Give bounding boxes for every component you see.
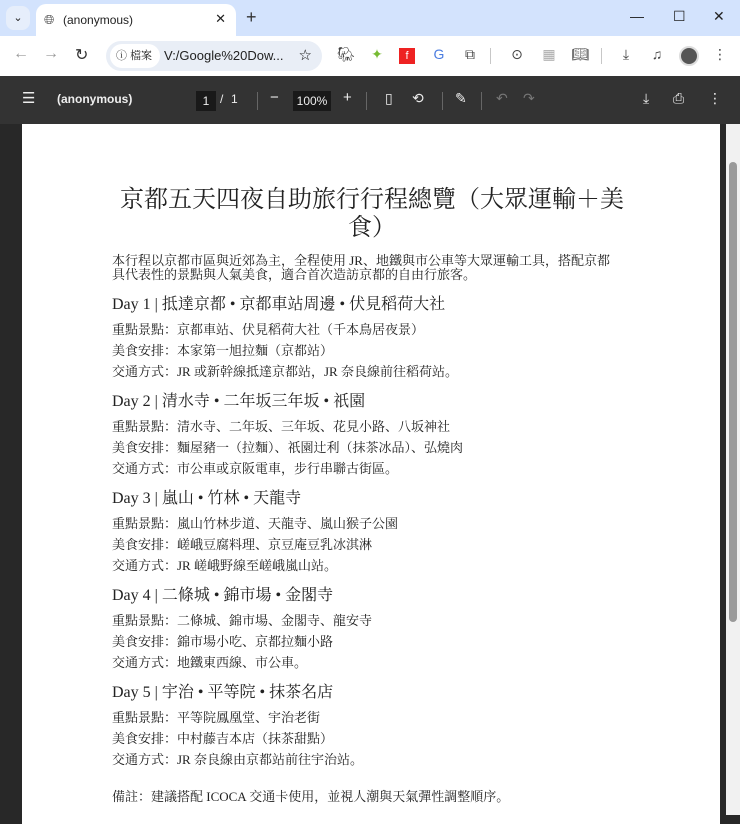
new-tab-button[interactable]: + bbox=[246, 7, 257, 27]
close-tab-icon[interactable]: ✕ bbox=[215, 11, 226, 26]
divider bbox=[257, 92, 258, 110]
maximize-button[interactable]: ☐ bbox=[673, 8, 686, 24]
print-icon[interactable]: ⎙ bbox=[673, 90, 685, 106]
day-heading: Day 5 | 宇治 • 平等院 • 抹茶名店 bbox=[112, 684, 334, 701]
day-section bbox=[112, 295, 632, 382]
divider bbox=[601, 48, 602, 64]
document-title: 京都五天四夜自助旅行行程總覽（大眾運輸＋美食） bbox=[120, 187, 624, 241]
reading-mode-icon[interactable]: 📖︎ bbox=[571, 46, 589, 62]
back-button[interactable]: ← bbox=[13, 45, 29, 62]
day-heading: Day 1 | 抵達京都 • 京都車站周邊 • 伏見稻荷大社 bbox=[112, 296, 446, 313]
more-options-icon[interactable]: ⋮ bbox=[708, 90, 722, 106]
tab-anonymous[interactable] bbox=[36, 4, 236, 36]
day-sights: 重點景點：平等院鳳凰堂、宇治老街 bbox=[112, 710, 321, 725]
menu-icon[interactable]: ☰ bbox=[22, 90, 36, 107]
page-total: 1 bbox=[231, 92, 238, 106]
tab-search-button[interactable]: ⌄ bbox=[6, 6, 30, 30]
pdf-download-icon[interactable]: ⤓ bbox=[643, 90, 650, 106]
address-chip-label: 檔案 bbox=[130, 50, 153, 62]
scrollbar[interactable] bbox=[726, 124, 740, 815]
qr-code-icon[interactable]: ▦ bbox=[542, 46, 556, 62]
tab-title: (anonymous) bbox=[63, 13, 134, 27]
site-info-chip[interactable] bbox=[110, 44, 160, 68]
day-section bbox=[112, 392, 632, 479]
close-window-button[interactable]: ✕ bbox=[713, 8, 725, 24]
day-food: 美食安排：本家第一旭拉麵（京都站） bbox=[112, 343, 334, 358]
reload-button[interactable]: ↻ bbox=[75, 47, 89, 64]
pdf-page bbox=[22, 124, 720, 824]
undo-icon[interactable]: ↶ bbox=[496, 90, 508, 106]
day-section bbox=[112, 586, 632, 673]
forward-button[interactable]: → bbox=[43, 45, 59, 62]
day-heading: Day 2 | 清水寺 • 二年坂三年坂 • 祇園 bbox=[112, 393, 366, 410]
day-food: 美食安排：麵屋豬一（拉麵）、祇園辻利（抹茶冰品）、弘燒肉 bbox=[112, 440, 464, 455]
day-food: 美食安排：嵯峨豆腐料理、京豆庵豆乳冰淇淋 bbox=[112, 537, 373, 552]
media-control-icon[interactable]: ♫ bbox=[651, 46, 663, 62]
annotate-pen-icon[interactable]: ✎ bbox=[455, 90, 467, 106]
scrollbar-thumb[interactable] bbox=[729, 162, 737, 622]
flipboard-extension-icon[interactable]: f bbox=[399, 48, 415, 64]
divider bbox=[481, 92, 482, 110]
divider bbox=[490, 48, 491, 64]
day-section bbox=[112, 683, 632, 770]
day-transport: 交通方式：JR 奈良線由京都站前往宇治站。 bbox=[112, 752, 363, 767]
evernote-extension-icon[interactable]: 🐘︎ bbox=[337, 46, 355, 62]
tab-strip bbox=[0, 0, 740, 36]
pdf-title: (anonymous) bbox=[57, 92, 133, 106]
zoom-input[interactable]: 100% bbox=[293, 91, 331, 111]
address-bar[interactable] bbox=[106, 41, 322, 71]
day-sights: 重點景點：嵐山竹林步道、天龍寺、嵐山猴子公園 bbox=[112, 516, 399, 531]
redo-icon[interactable]: ↷ bbox=[523, 90, 535, 106]
globe-icon: 🌐︎ bbox=[44, 12, 55, 27]
browser-toolbar bbox=[0, 36, 740, 76]
zoom-out-button[interactable]: − bbox=[270, 89, 279, 106]
day-food: 美食安排：中村藤吉本店（抹茶甜點） bbox=[112, 731, 334, 746]
document-note: 備註：建議搭配 ICOCA 交通卡使用，並視人潮與天氣彈性調整順序。 bbox=[112, 789, 510, 804]
divider bbox=[366, 92, 367, 110]
zoom-in-button[interactable]: + bbox=[343, 89, 352, 106]
profile-avatar[interactable] bbox=[679, 46, 699, 66]
extension-icon[interactable]: ✦ bbox=[371, 46, 383, 62]
lens-icon[interactable]: ⊙ bbox=[511, 46, 523, 62]
bookmark-star-icon[interactable]: ☆ bbox=[298, 47, 312, 64]
day-transport: 交通方式：JR 嵯峨野線至嵯峨嵐山站。 bbox=[112, 558, 337, 573]
pdf-toolbar bbox=[0, 76, 740, 124]
document-intro: 本行程以京都市區與近郊為主，全程使用 JR、地鐵與市公車等大眾運輸工具，搭配京都具代表性的景點與人氣美食，適合首次造訪京都的自由行旅客。 bbox=[112, 253, 610, 282]
day-transport: 交通方式：地鐵東西線、市公車。 bbox=[112, 655, 308, 670]
day-sights: 重點景點：清水寺、二年坂、三年坂、花見小路、八坂神社 bbox=[112, 419, 451, 434]
day-section bbox=[112, 489, 632, 576]
extensions-puzzle-icon[interactable]: ⧉ bbox=[465, 46, 475, 62]
divider bbox=[442, 92, 443, 110]
download-icon[interactable]: ⤓ bbox=[622, 46, 630, 62]
day-sights: 重點景點：二條城、錦市場、金閣寺、龍安寺 bbox=[112, 613, 373, 628]
rotate-icon[interactable]: ⟲ bbox=[412, 90, 424, 106]
fit-page-icon[interactable]: ▯ bbox=[385, 90, 393, 106]
page-number-input[interactable]: 1 bbox=[196, 91, 216, 111]
info-icon: ⓘ bbox=[116, 50, 131, 62]
browser-menu-icon[interactable]: ⋮ bbox=[713, 46, 727, 62]
day-sights: 重點景點：京都車站、伏見稻荷大社（千本鳥居夜景） bbox=[112, 322, 425, 337]
day-transport: 交通方式：市公車或京阪電車，步行串聯古街區。 bbox=[112, 461, 399, 476]
day-food: 美食安排：錦市場小吃、京都拉麵小路 bbox=[112, 634, 334, 649]
day-heading: Day 3 | 嵐山 • 竹林 • 天龍寺 bbox=[112, 490, 302, 507]
minimize-button[interactable]: — bbox=[630, 8, 644, 24]
day-heading: Day 4 | 二條城 • 錦市場 • 金閣寺 bbox=[112, 587, 334, 604]
page-separator: / bbox=[220, 92, 224, 106]
url-text[interactable]: V:/Google%20Dow... bbox=[164, 48, 284, 63]
day-transport: 交通方式：JR 或新幹線抵達京都站，JR 奈良線前往稻荷站。 bbox=[112, 364, 458, 379]
translate-extension-icon[interactable]: G bbox=[433, 46, 445, 62]
